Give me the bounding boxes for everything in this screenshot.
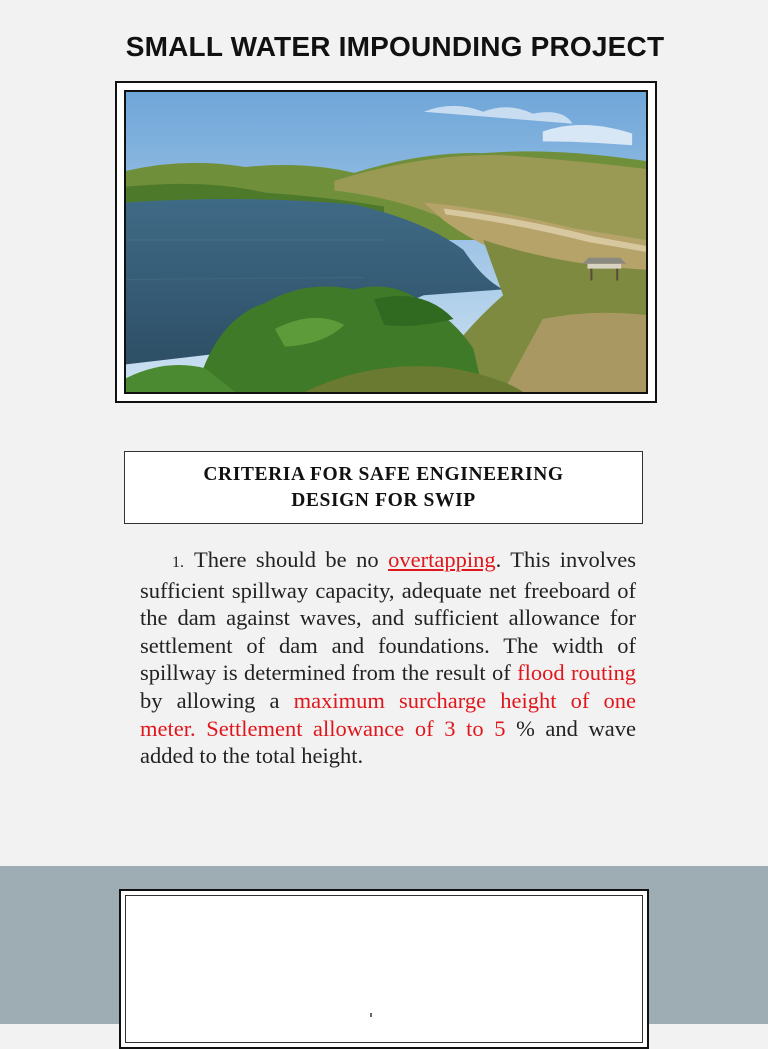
- next-slide-inner-border: [125, 895, 643, 1043]
- term-surcharge: maximum surcharge height of one meter. Settlement allowance of 3 to 5: [140, 687, 636, 741]
- criteria-text: by allowing a: [140, 687, 294, 713]
- slide-mark: [370, 1013, 372, 1017]
- photo-frame: [115, 81, 657, 403]
- reservoir-landscape-photo: [126, 92, 646, 392]
- criteria-text: % and wave added to the total height.: [140, 715, 636, 769]
- criteria-heading: CRITERIA FOR SAFE ENGINEERING DESIGN FOR SWIP: [203, 463, 564, 511]
- reservoir-photo: [124, 90, 648, 394]
- item-number: 1.: [172, 554, 184, 571]
- criteria-text: There should be no: [194, 547, 389, 572]
- criteria-item-1: [140, 546, 636, 770]
- page-title: SMALL WATER IMPOUNDING PROJECT: [125, 31, 665, 62]
- criteria-text: . This involves sufficient spillway capacity, adequate net freeboard of the dam against waves, and sufficient allowance for settlement of dam and foundations. The width of spillway is determined from the result of: [140, 547, 636, 686]
- next-slide-preview: [119, 889, 649, 1049]
- criteria-heading-box: [124, 451, 643, 524]
- term-flood-routing: flood routing: [517, 660, 636, 686]
- term-overtapping: overtapping: [388, 547, 496, 572]
